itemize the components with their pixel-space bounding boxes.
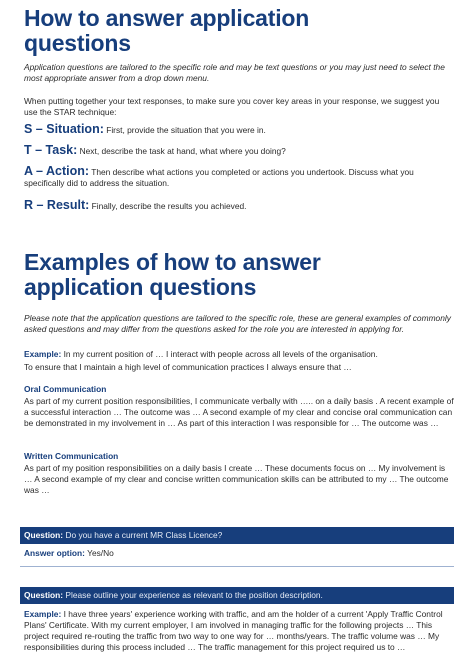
written-communication-title: Written Communication: [24, 451, 119, 461]
star-result-key: R – Result:: [24, 198, 90, 212]
section1-heading-line2: questions: [24, 30, 131, 56]
question-label: Question:: [24, 530, 64, 540]
divider: [20, 566, 454, 567]
question-label: Question:: [24, 590, 64, 600]
example-text: I have three years' experience working with traffic, and am the holder of a current 'Apply Traffic Control Plans' Certificate. With my current employer, I am involved in managing traffic for the following projects … This project required re-routing the traffic from two way to one way for … months/years. The traffic volume was … My responsibilities during this process included … The traffic management for this project required us to …: [24, 609, 443, 652]
example-experience: [24, 609, 454, 653]
answer-option: [24, 548, 454, 559]
star-intro: When putting together your text responses, to make sure you cover key areas in your response, we suggest you use the STAR technique:: [24, 96, 440, 117]
example-label: Example:: [24, 349, 62, 359]
star-situation-text: First, provide the situation that you were in.: [103, 125, 266, 135]
written-communication-text: As part of my position responsibilities on a daily basis I create … These documents focus on … My involvement is … A second example of my clear and concise written communication skills can be attributed to my … The outcome was …: [24, 463, 449, 495]
question-bar-experience: [20, 587, 454, 604]
example-text-2: To ensure that I maintain a high level of communication practices I always ensure that …: [24, 362, 352, 372]
star-situation: [24, 124, 454, 136]
section1-intro: Application questions are tailored to the specific role and may be text questions or you may just need to select the most appropriate answer from a drop down menu.: [24, 62, 445, 83]
section1-heading: [24, 6, 309, 56]
star-action-text: Then describe what actions you completed or actions you undertook. Discuss what you specifically did to address the situation.: [24, 167, 414, 188]
star-situation-key: S – Situation:: [24, 122, 104, 136]
star-task-text: Next, describe the task at hand, what where you doing?: [77, 146, 286, 156]
section2-heading-line1: Examples of how to answer: [24, 249, 321, 275]
star-result: [24, 200, 454, 212]
question-bar-licence: [20, 527, 454, 544]
star-task: [24, 145, 454, 157]
oral-communication-text: As part of my current position responsibilities, I communicate verbally with ….. on a daily basis . A recent example of a successful interaction … The outcome was … A second example of my clear and concise oral communication can be demonstrated in my involvement in … As part of this interaction I was responsible for … The outcome was …: [24, 396, 454, 428]
question-text: Please outline your experience as relevant to the position description.: [63, 590, 323, 600]
answer-option-text: Yes/No: [84, 548, 114, 558]
answer-option-label: Answer option:: [24, 548, 85, 558]
section2-heading-line2: application questions: [24, 274, 257, 300]
section2-note: Please note that the application questions are tailored to the specific role, these are general examples of commonly asked questions and may differ from the questions asked for the role you are interested in applying for.: [24, 313, 451, 334]
section1-heading-line1: How to answer application: [24, 5, 310, 31]
example-text: In my current position of … I interact with people across all levels of the organisation.: [61, 349, 378, 359]
star-action: [24, 166, 454, 189]
star-result-text: Finally, describe the results you achieved.: [89, 201, 247, 211]
example-label: Example:: [24, 609, 62, 619]
star-action-key: A – Action:: [24, 164, 90, 178]
star-task-key: T – Task:: [24, 143, 78, 157]
section2-heading: [24, 250, 321, 300]
oral-communication-title: Oral Communication: [24, 384, 107, 394]
example-communication: [24, 349, 454, 360]
question-text: Do you have a current MR Class Licence?: [63, 530, 223, 540]
